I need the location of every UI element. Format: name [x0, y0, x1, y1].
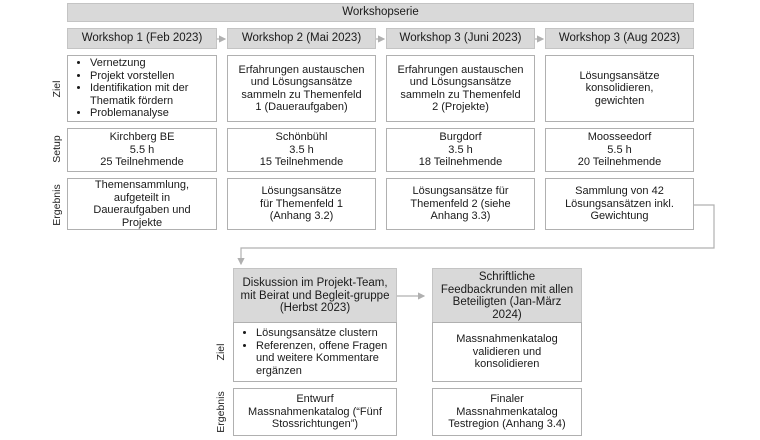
discussion-ziel-list	[242, 327, 390, 377]
workshop-2-ziel: Erfahrungen austauschen und Lösungsansätze sammeln zu Themenfeld 1 (Daueraufgaben)	[227, 55, 376, 122]
workshop-1-ergebnis: Themensammlung, aufgeteilt in Daueraufgaben und Projekte	[67, 178, 217, 230]
setup-participants: 18 Teilnehmende	[418, 156, 503, 169]
workshop-2-title: Workshop 2 (Mai 2023)	[227, 28, 376, 49]
ziel-item: • Identifikation mit der Thematik fördern	[90, 82, 210, 107]
workshop-2-ergebnis: Lösungsansätze für Themenfeld 1 (Anhang 3.2)	[227, 178, 376, 230]
feedback-ziel: Massnahmenkatalog validieren und konsolidieren	[432, 322, 582, 382]
setup-duration: 3.5 h	[289, 143, 314, 156]
setup-participants: 25 Teilnehmende	[100, 156, 184, 169]
workshop-4-title: Workshop 3 (Aug 2023)	[545, 28, 694, 49]
setup-duration: 5.5 h	[607, 143, 632, 156]
feedback-ergebnis: Finaler Massnahmenkatalog Testregion (Anhang 3.4)	[432, 388, 582, 436]
workshop-4-ergebnis: Sammlung von 42 Lösungsansätzen inkl. Gewichtung	[545, 178, 694, 230]
workshop-3-ergebnis: Lösungsansätze für Themenfeld 2 (siehe Anhang 3.3)	[386, 178, 535, 230]
feedback-title: Schriftliche Feedbackrunden mit allen Beteiligten (Jan-März 2024)	[432, 268, 582, 324]
setup-location: Kirchberg BE	[109, 131, 175, 144]
setup-location: Moosseedorf	[587, 131, 652, 144]
workshop-3-ziel: Erfahrungen austauschen und Lösungsansätze sammeln zu Themenfeld 2 (Projekte)	[386, 55, 535, 122]
series-title: Workshopserie	[67, 3, 694, 22]
discussion-title: Diskussion im Projekt-Team, mit Beirat und Begleit-gruppe (Herbst 2023)	[233, 268, 397, 324]
ziel-item: • Problemanalyse	[90, 107, 210, 120]
workshop-4-setup	[545, 128, 694, 172]
setup-participants: 15 Teilnehmende	[259, 156, 344, 169]
row-label-setup: Setup	[51, 135, 63, 163]
ziel-item: • Lösungsansätze clustern	[256, 327, 390, 340]
workshop-1-ziel	[67, 55, 217, 122]
workshop-1-ziel-list	[76, 57, 210, 120]
setup-duration: 5.5 h	[129, 143, 155, 156]
ziel-item: • Vernetzung	[90, 57, 210, 70]
row-label-ziel: Ziel	[51, 80, 63, 98]
ziel-item: • Projekt vorstellen	[90, 70, 210, 83]
discussion-ergebnis: Entwurf Massnahmenkatalog (“Fünf Stossrichtungen”)	[233, 388, 397, 436]
workshop-1-setup	[67, 128, 217, 172]
discussion-ziel	[233, 322, 397, 382]
workshop-3-title: Workshop 3 (Juni 2023)	[386, 28, 535, 49]
setup-participants: 20 Teilnehmende	[577, 156, 662, 169]
setup-location: Burgdorf	[439, 131, 482, 144]
workshop-3-setup	[386, 128, 535, 172]
setup-duration: 3.5 h	[448, 143, 473, 156]
setup-location: Schönbühl	[275, 131, 328, 144]
workshop-1-title: Workshop 1 (Feb 2023)	[67, 28, 217, 49]
workshop-4-ziel: Lösungsansätze konsolidieren, gewichten	[545, 55, 694, 122]
workshop-2-setup	[227, 128, 376, 172]
lower-row-label-ziel: Ziel	[215, 343, 227, 361]
lower-row-label-ergebnis: Ergebnis	[215, 391, 227, 433]
row-label-ergebnis: Ergebnis	[51, 184, 63, 226]
ziel-item: • Referenzen, offene Fragen und weitere Kommentare ergänzen	[256, 340, 390, 378]
